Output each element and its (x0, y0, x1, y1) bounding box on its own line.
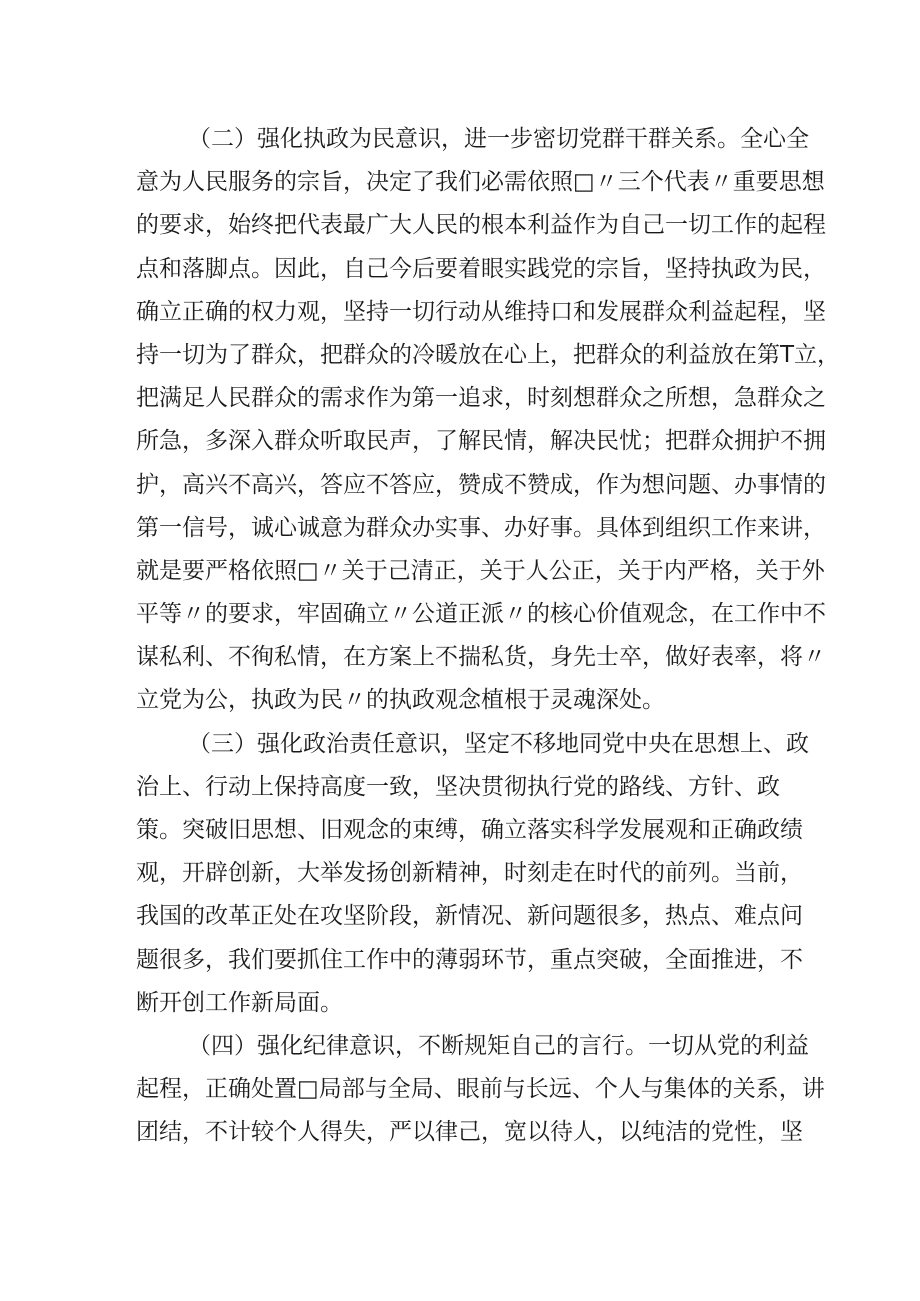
paragraph-4-line-3: 团结，不计较个人得失，严以律己，宽以待人，以纯洁的党性，坚 (136, 1119, 803, 1146)
paragraph-3-line-7: 断开创工作新局面。 (136, 989, 343, 1016)
paragraph-4-line-2: 起程，正确处置□局部与全局、眼前与长远、个人与集体的关系，讲 (136, 1076, 825, 1103)
paragraph-4-line-1: （四）强化纪律意识，不断规矩自己的言行。一切从党的利益 (188, 1032, 809, 1059)
paragraph-3-line-6: 题很多，我们要抓住工作中的薄弱环节，重点突破，全面推进，不 (136, 946, 803, 973)
paragraph-3-line-4: 观，开辟创新，大举发扬创新精神，时刻走在时代的前列。当前， (136, 860, 803, 887)
paragraph-2-line-8: 所急，多深入群众听取民声，了解民情，解决民忧；把群众拥护不拥 (136, 428, 826, 455)
document-body (136, 118, 841, 1155)
paragraph-2-line-14: 立党为公，执政为民〃的执政观念植根于灵魂深处。 (136, 687, 665, 714)
paragraph-2-line-10: 第一信号，诚心诚意为群众办实事、办好事。具体到组织工作来讲， (136, 514, 826, 541)
paragraph-3-line-5: 我国的改革正处在攻坚阶段，新情况、新问题很多，热点、难点问 (136, 903, 803, 930)
paragraph-2-line-3: 的要求，始终把代表最广大人民的根本利益作为自己一切工作的起程 (136, 212, 826, 239)
paragraph-2-line-4: 点和落脚点。因此，自己今后要着眼实践党的宗旨，坚持执政为民， (136, 255, 826, 282)
paragraph-2-line-12: 平等〃的要求，牢固确立〃公道正派〃的核心价值观念，在工作中不 (136, 601, 826, 628)
paragraph-3-line-3: 策。突破旧思想、旧观念的束缚，确立落实科学发展观和正确政绩 (136, 817, 803, 843)
paragraph-2-line-9: 护，高兴不高兴，答应不答应，赞成不赞成，作为想问题、办事情的 (136, 471, 826, 498)
paragraph-3-line-2: 治上、行动上保持高度一致，坚决贯彻执行党的路线、方针、政 (136, 773, 780, 800)
paragraph-3-line-1: （三）强化政治责任意识，坚定不移地同党中央在思想上、政 (188, 730, 809, 757)
paragraph-2-line-11: 就是要严格依照□〃关于己清正，关于人公正，关于内严格，关于外 (136, 557, 825, 584)
paragraph-2-line-13: 谋私利、不徇私情，在方案上不揣私货，身先士卒，做好表率，将〃 (136, 644, 826, 671)
paragraph-2-line-7: 把满足人民群众的需求作为第一追求，时刻想群众之所想，急群众之 (136, 385, 826, 412)
paragraph-2-line-5: 确立正确的权力观，坚持一切行动从维持口和发展群众利益起程，坚 (136, 298, 826, 325)
paragraph-2-line-6: 持一切为了群众，把群众的冷暖放在心上，把群众的利益放在第T立， (136, 341, 841, 368)
paragraph-2-line-1: （二）强化执政为民意识，进一步密切党群干群关系。全心全 (188, 126, 809, 152)
paragraph-2-line-2: 意为人民服务的宗旨，决定了我们必需依照□〃三个代表〃重要思想 (136, 169, 825, 196)
